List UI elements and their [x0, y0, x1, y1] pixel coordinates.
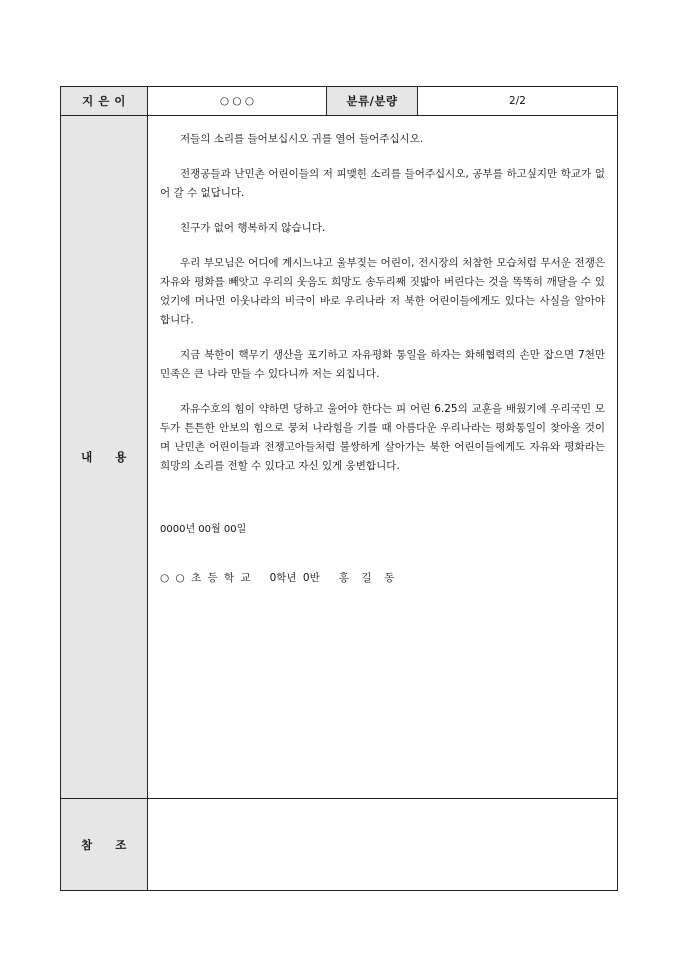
paragraph: 저들의 소리를 들어보십시오 귀를 열어 들어주십시오. [180, 133, 424, 145]
reference-row [61, 799, 618, 891]
paragraph: 우리 부모님은 어디에 계시느냐고 울부짖는 어린이, 전시장의 처참한 모습처럼 무서운 전쟁은 자유와 평화를 빼앗고 우리의 웃음도 희망도 송두리째 짓밟아 버린다는 것을 똑똑히 깨달을 수 있었기에 머나먼 이웃나라의 비극이 바로 우리나라 저 북한 어린이들에게도 있다는 사실을 알아야 합니다. [160, 257, 605, 326]
date-line: 0000년 00월 00일 [160, 524, 247, 535]
paragraph: 친구가 없어 행복하지 않습니다. [180, 222, 326, 234]
document-form-table [60, 86, 618, 891]
author-label: 지 은 이 [61, 87, 148, 116]
paragraph: 자유수호의 힘이 약하면 당하고 울어야 한다는 피 어린 6.25의 교훈을 배웠기에 우리국민 모두가 튼튼한 안보의 힘으로 뭉쳐 나라힘을 기를 때 아름다운 우리나라는 평화통일이 찾아올 것이며 난민촌 어린이들과 전쟁고아들처럼 불쌍하게 살아가는 북한 어린이들에게도 자유와 평화라는 희망의 소리를 전할 수 있다고 자신 있게 웅변합니다. [160, 403, 605, 472]
content-body [148, 116, 618, 799]
content-label: 내 용 [61, 116, 148, 799]
content-row [61, 116, 618, 799]
author-value: ○ ○ ○ [148, 87, 327, 116]
reference-label: 참 조 [61, 799, 148, 891]
reference-value [148, 799, 618, 891]
category-label: 분류/분량 [327, 87, 418, 116]
category-value: 2/2 [418, 87, 618, 116]
paragraph: 전쟁공들과 난민촌 어린이들의 저 피맺힌 소리를 들어주십시오, 공부를 하고싶지만 학교가 없어 갈 수 없답니다. [160, 168, 605, 199]
signer-line: ○ ○ 초 등 학 교 0학년 0반 홍 길 동 [160, 572, 395, 584]
header-row [61, 87, 618, 116]
paragraph: 지금 북한이 핵무기 생산을 포기하고 자유평화 통일을 하자는 화해협력의 손만 잡으면 7천만 민족은 큰 나라 만들 수 있다니까 저는 외칩니다. [160, 349, 605, 380]
